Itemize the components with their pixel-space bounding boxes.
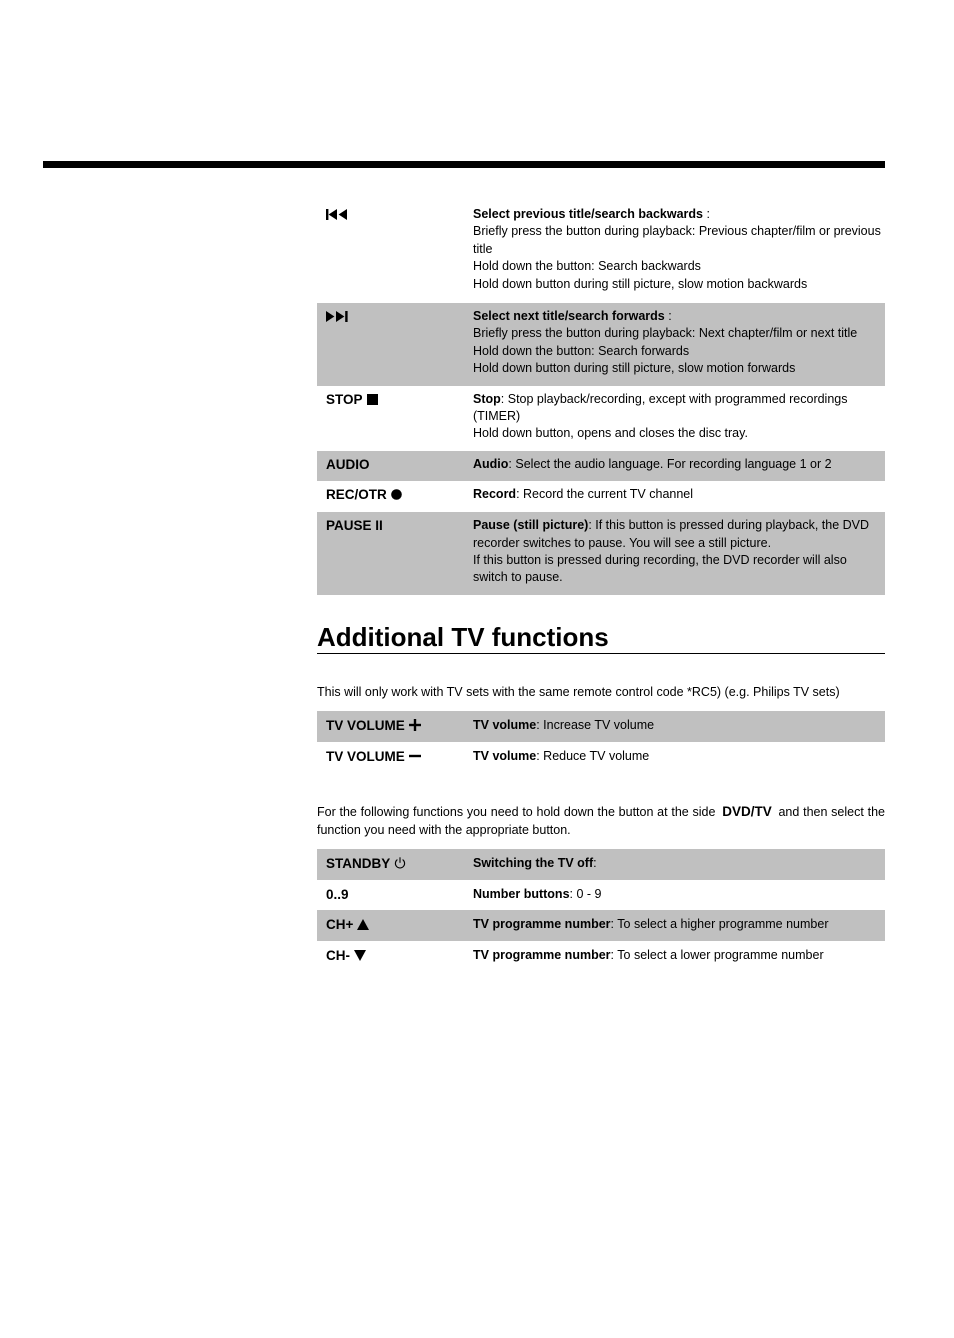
- description-line: To select a lower programme number: [617, 948, 824, 963]
- button-name-cell: [317, 941, 473, 972]
- button-name-label: 0..9: [326, 886, 349, 902]
- hold-text-before: For the following functions you need to hold down the button at the side: [317, 805, 716, 820]
- description-line: Increase TV volume: [543, 718, 655, 733]
- table-row: [317, 880, 885, 910]
- title-separator: :: [702, 207, 710, 221]
- description-first-line: [473, 916, 881, 933]
- title-separator: :: [588, 518, 596, 533]
- button-name-label: TV VOLUME: [326, 749, 405, 765]
- function-title: Stop: [473, 391, 501, 406]
- function-description-cell: [473, 451, 885, 481]
- table-row: [317, 303, 885, 386]
- description-line: Hold down button during still picture, slow motion backwards: [473, 276, 808, 291]
- title-separator: :: [536, 749, 544, 764]
- title-separator: :: [569, 886, 577, 901]
- function-title: Number buttons: [473, 886, 570, 901]
- hold-text-after: and then select the function you need with the appropriate button.: [317, 805, 885, 837]
- button-name-cell: [317, 880, 473, 910]
- function-description-cell: [473, 910, 885, 941]
- table-row: [317, 481, 885, 512]
- button-name-label: STANDBY: [326, 855, 391, 871]
- description-line: Hold down the button: Search backwards: [473, 259, 701, 274]
- title-separator: :: [500, 391, 508, 406]
- function-title: TV programme number: [473, 917, 611, 932]
- description-line: Hold down the button: Search forwards: [473, 343, 690, 358]
- button-name-label: AUDIO: [326, 456, 370, 472]
- section-heading: Additional TV functions: [317, 622, 885, 654]
- description-line: Briefly press the button during playback: Next chapter/film or next title: [473, 326, 858, 341]
- button-name-label: CH-: [326, 948, 350, 964]
- description-first-line: [473, 517, 881, 552]
- function-title: TV volume: [473, 749, 537, 764]
- button-name-cell: [317, 711, 473, 742]
- table-row: [317, 512, 885, 595]
- function-title: Record: [473, 487, 517, 502]
- power-icon: [394, 856, 406, 873]
- description-line: Reduce TV volume: [543, 749, 650, 764]
- top-rule: [43, 161, 885, 168]
- hold-instructions-paragraph: [317, 803, 885, 839]
- table-row: [317, 451, 885, 481]
- button-name-label: STOP: [326, 391, 363, 407]
- description-line: If this button is pressed during recording, the DVD recorder will also switch to pause.: [473, 553, 847, 585]
- button-name-cell: [317, 202, 473, 303]
- button-name-cell: [317, 481, 473, 512]
- triangle-up-icon: [357, 917, 369, 934]
- function-title: Pause (still picture): [473, 518, 589, 533]
- description-line: Stop playback/recording, except with programmed recordings (TIMER): [473, 391, 848, 424]
- skip-next-icon: [326, 309, 348, 326]
- description-first-line: [473, 748, 881, 765]
- description-line: Hold down button during still picture, slow motion forwards: [473, 361, 796, 376]
- table-row: [317, 202, 885, 303]
- stop-square-icon: [367, 392, 378, 409]
- table-row: [317, 941, 885, 972]
- button-name-label: REC/OTR: [326, 487, 387, 503]
- description-first-line: [473, 206, 881, 223]
- tv-functions-table: [317, 849, 885, 972]
- button-name-cell: [317, 742, 473, 773]
- tv-volume-table: [317, 711, 885, 773]
- function-title: Switching the TV off: [473, 855, 594, 870]
- description-first-line: [473, 486, 881, 503]
- intro-paragraph: This will only work with TV sets with the same remote control code *RC5) (e.g. Philips TV sets): [317, 684, 840, 699]
- button-name-cell: [317, 512, 473, 595]
- button-name-cell: [317, 303, 473, 386]
- button-name-label: CH+: [326, 917, 354, 933]
- function-title: Select previous title/search backwards: [473, 207, 703, 221]
- title-separator: :: [516, 487, 524, 502]
- table-row: [317, 711, 885, 742]
- description-line: 0 - 9: [576, 886, 602, 901]
- function-description-cell: [473, 941, 885, 972]
- description-first-line: [473, 717, 881, 734]
- button-name-cell: [317, 849, 473, 880]
- description-first-line: [473, 456, 881, 473]
- description-first-line: [473, 391, 881, 426]
- title-separator: :: [664, 309, 672, 324]
- button-name-label: PAUSE II: [326, 518, 383, 534]
- function-description-cell: [473, 386, 885, 451]
- description-line: Record the current TV channel: [523, 487, 694, 502]
- description-first-line: [473, 855, 881, 872]
- function-description-cell: [473, 481, 885, 512]
- function-description-cell: [473, 711, 885, 742]
- button-name-cell: [317, 451, 473, 481]
- function-title: Select next title/search forwards: [473, 309, 665, 324]
- button-name-cell: [317, 910, 473, 941]
- button-function-table: [317, 202, 885, 595]
- description-line: Select the audio language. For recording language 1 or 2: [515, 456, 832, 471]
- title-separator: :: [610, 948, 618, 963]
- description-first-line: [473, 947, 881, 964]
- plus-icon: [409, 718, 421, 735]
- table-row: [317, 742, 885, 773]
- function-description-cell: [473, 849, 885, 880]
- title-separator: :: [593, 855, 597, 870]
- function-description-cell: [473, 742, 885, 773]
- table-row: [317, 849, 885, 880]
- dvd-tv-key-label: DVD/TV: [722, 804, 772, 820]
- page-content: [317, 202, 885, 972]
- minus-icon: [409, 749, 421, 766]
- button-name-cell: [317, 386, 473, 451]
- table-row: [317, 910, 885, 941]
- function-description-cell: [473, 880, 885, 910]
- description-line: Briefly press the button during playback: Previous chapter/film or previous title: [473, 224, 881, 256]
- table-row: [317, 386, 885, 451]
- description-line: If this button is pressed during playback, the DVD recorder switches to pause. You will see a still picture.: [473, 518, 870, 550]
- function-description-cell: [473, 512, 885, 595]
- description-line: Hold down button, opens and closes the disc tray.: [473, 426, 748, 441]
- function-description-cell: [473, 202, 885, 303]
- title-separator: :: [610, 917, 618, 932]
- title-separator: :: [536, 718, 544, 733]
- title-separator: :: [508, 456, 516, 471]
- record-dot-icon: [391, 487, 402, 504]
- function-description-cell: [473, 303, 885, 386]
- function-title: TV programme number: [473, 948, 611, 963]
- button-name-label: TV VOLUME: [326, 718, 405, 734]
- description-line: To select a higher programme number: [617, 917, 829, 932]
- skip-previous-icon: [326, 207, 348, 224]
- description-first-line: [473, 886, 881, 903]
- description-first-line: [473, 308, 881, 325]
- function-title: Audio: [473, 456, 509, 471]
- function-title: TV volume: [473, 718, 537, 733]
- triangle-down-icon: [354, 948, 366, 965]
